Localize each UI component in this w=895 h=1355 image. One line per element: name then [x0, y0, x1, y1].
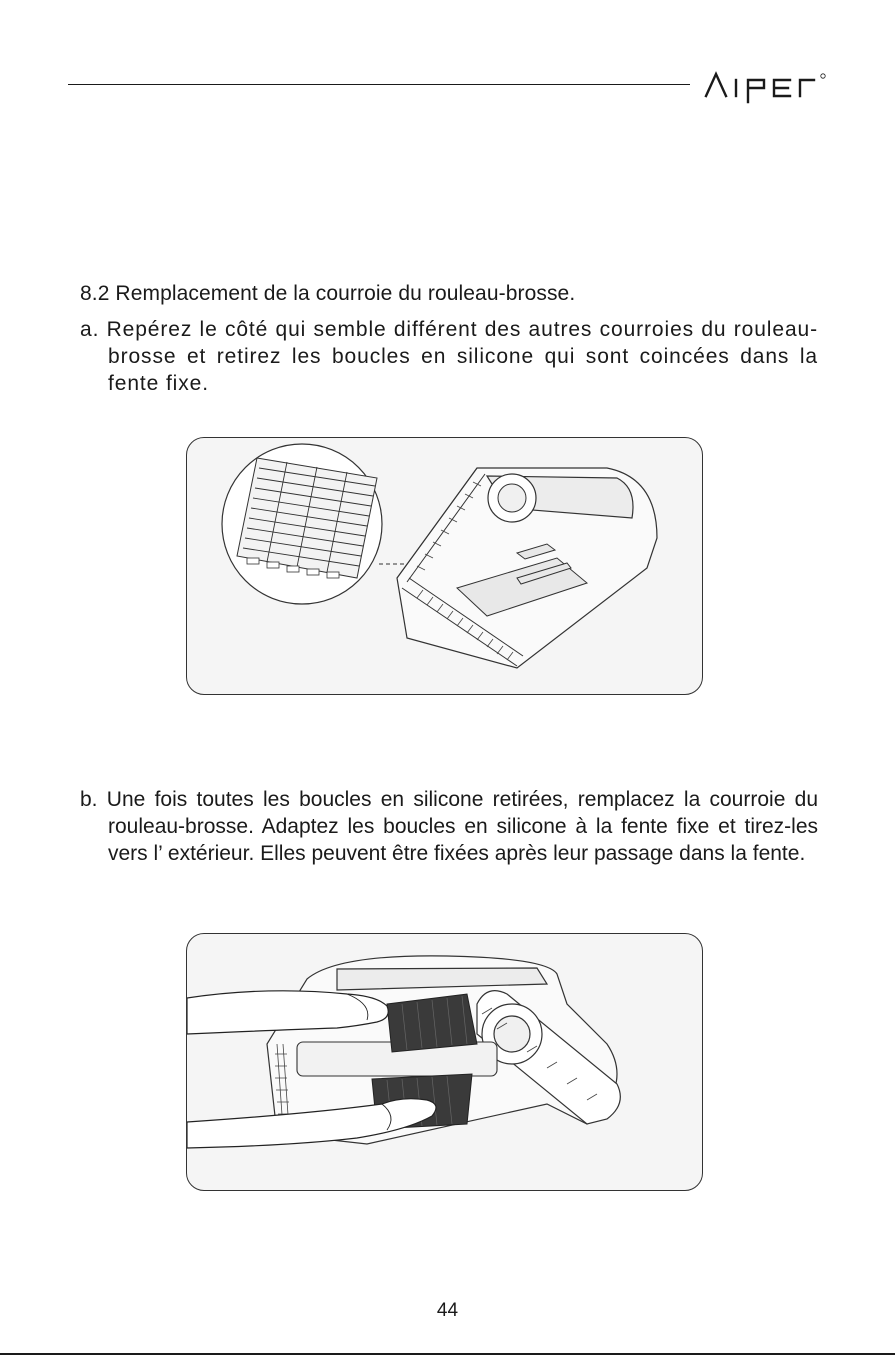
section-title: 8.2 Remplacement de la courroie du rouleau-brosse. — [80, 282, 576, 305]
page-number: 44 — [436, 1300, 459, 1321]
header-rule — [68, 84, 690, 85]
robot-cleaner-track-detail-illustration — [187, 438, 702, 694]
step-b-text: b. Une fois toutes les boucles en silicone retirées, remplacez la courroie du rouleau-brosse. Adaptez les boucles en silicone à la fente fixe et tirez-les vers l’ extérieur. Elles peuvent être fixées après leur passage dans la fente. — [80, 788, 818, 865]
aiper-logo — [704, 66, 828, 106]
step-a-text: a. Repérez le côté qui semble différent des autres courroies du rouleau-brosse et retirez les boucles en silicone qui sont coincées dans la fente fixe. — [80, 318, 818, 395]
step-b — [80, 786, 818, 867]
figure-a — [186, 437, 703, 695]
hands-replacing-brush-belt-illustration — [187, 934, 702, 1190]
figure-b — [186, 933, 703, 1191]
step-a — [80, 316, 818, 397]
aiper-logo-mark — [704, 66, 828, 106]
